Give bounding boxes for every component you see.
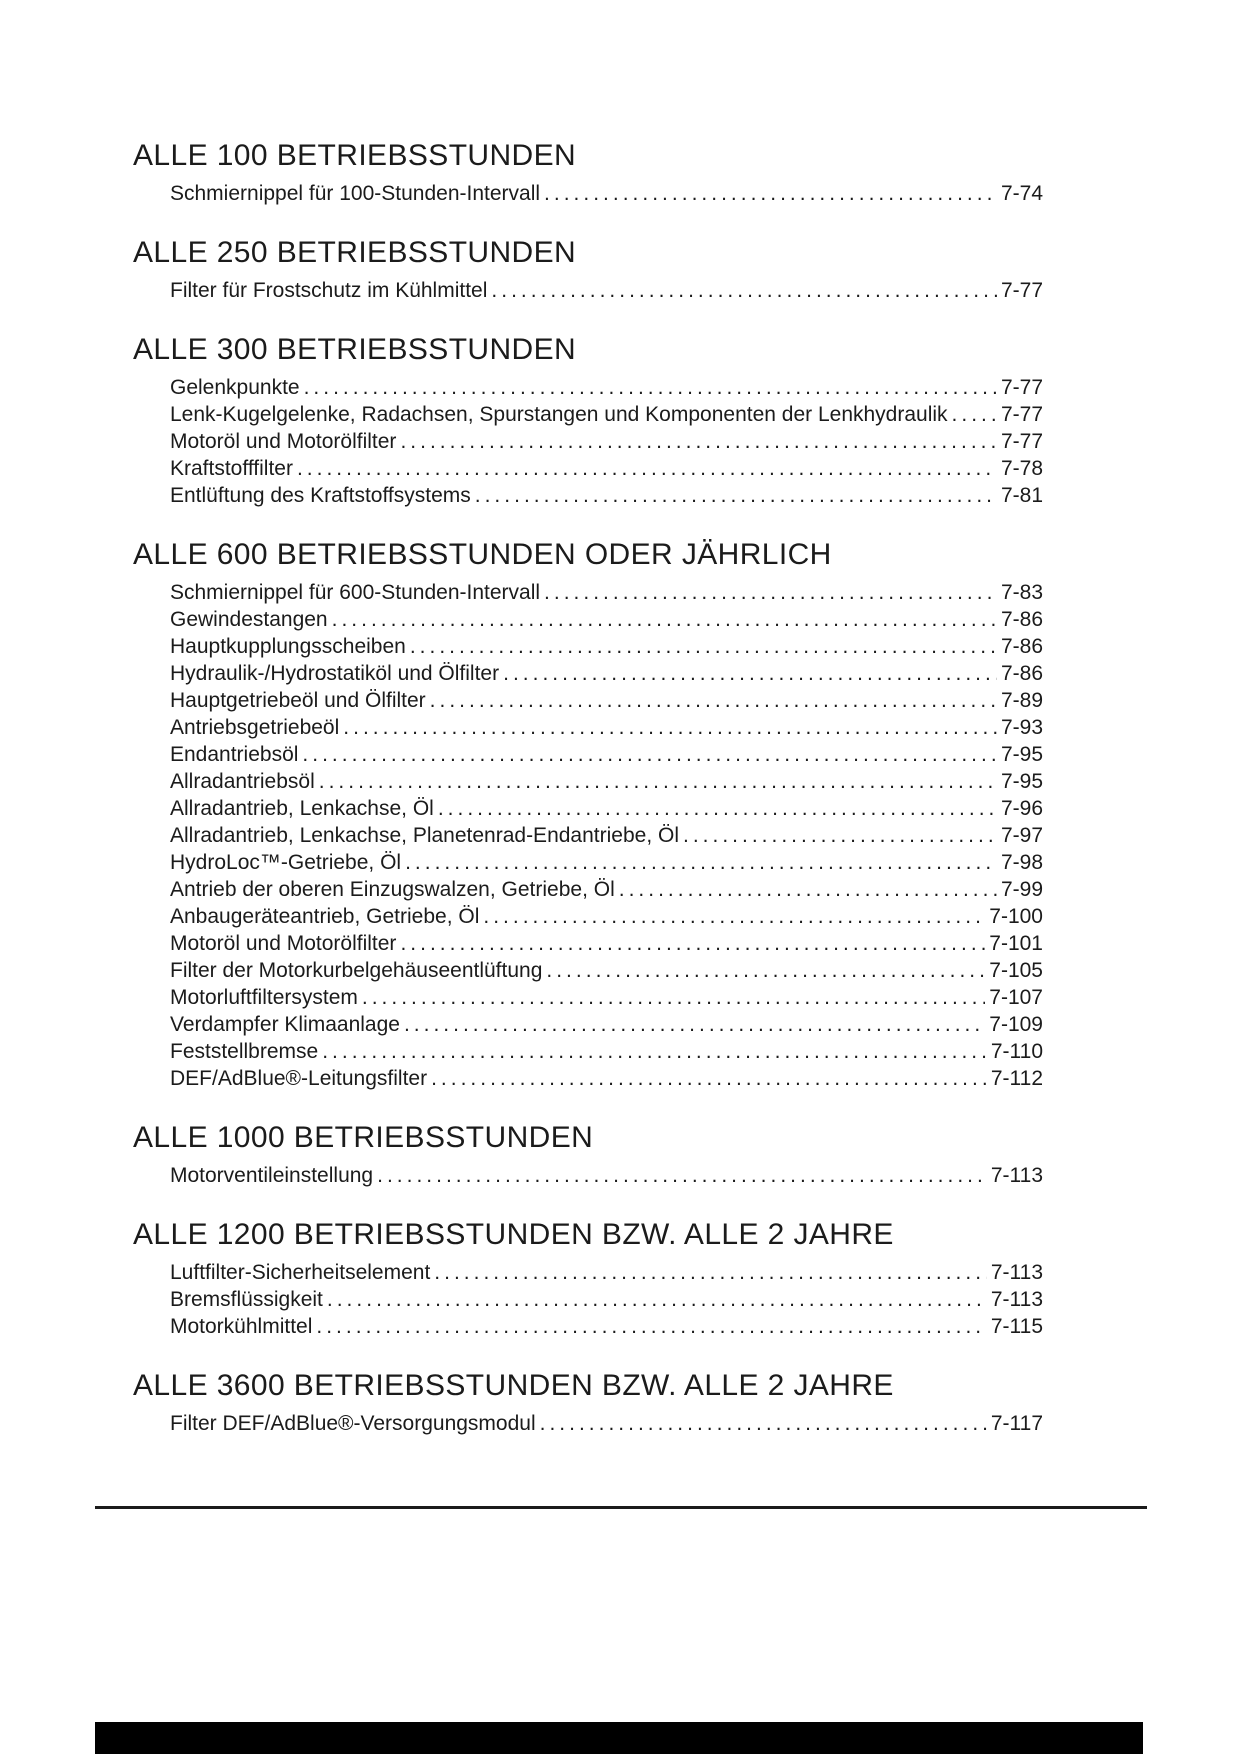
toc-entry-title: Gewindestangen (170, 608, 328, 631)
dot-leader (952, 401, 997, 428)
dot-leader (438, 795, 997, 822)
section-heading: ALLE 250 BETRIEBSSTUNDEN (133, 236, 577, 269)
dot-leader (319, 768, 997, 795)
table-of-contents (133, 140, 1043, 1437)
toc-entry-title: Filter für Frostschutz im Kühlmittel (170, 279, 488, 302)
dot-leader (410, 633, 997, 660)
toc-entry-title: Filter DEF/AdBlue®-Versorgungsmodul (170, 1412, 536, 1435)
page-edge-bar (95, 1722, 1143, 1754)
section-entries (170, 277, 1043, 304)
dot-leader (434, 1259, 987, 1286)
toc-entry (170, 714, 1043, 741)
toc-entry (170, 1162, 1043, 1189)
dot-leader (322, 1038, 987, 1065)
toc-entry (170, 1410, 1043, 1437)
toc-entry-title: Endantriebsöl (170, 743, 299, 766)
toc-entry-page: 7-113 (990, 1288, 1043, 1311)
dot-leader (431, 1065, 987, 1092)
section-entries (170, 1410, 1043, 1437)
toc-entry-title: Anbaugeräteantrieb, Getriebe, Öl (170, 905, 480, 928)
toc-entry-page: 7-96 (1000, 797, 1043, 820)
toc-entry (170, 1313, 1043, 1340)
toc-entry-title: Allradantrieb, Lenkachse, Öl (170, 797, 434, 820)
dot-leader (683, 822, 997, 849)
toc-entry (170, 428, 1043, 455)
toc-entry-page: 7-89 (1000, 689, 1043, 712)
dot-leader (540, 1410, 987, 1437)
section-heading: ALLE 600 BETRIEBSSTUNDEN ODER JÄHRLICH (133, 538, 832, 571)
dot-leader (302, 741, 997, 768)
toc-entry-page: 7-99 (1000, 878, 1043, 901)
toc-entry (170, 687, 1043, 714)
dot-leader (475, 482, 997, 509)
toc-entry (170, 633, 1043, 660)
section-heading: ALLE 1000 BETRIEBSSTUNDEN (133, 1121, 594, 1154)
dot-leader (483, 903, 985, 930)
toc-entry (170, 930, 1043, 957)
toc-entry-page: 7-93 (1000, 716, 1043, 739)
toc-entry-title: Filter der Motorkurbelgehäuseentlüftung (170, 959, 543, 982)
toc-entry-page: 7-113 (990, 1261, 1043, 1284)
toc-entry-page: 7-113 (990, 1164, 1043, 1187)
dot-leader (297, 455, 997, 482)
toc-entry-page: 7-110 (990, 1040, 1043, 1063)
toc-entry-page: 7-95 (1000, 743, 1043, 766)
toc-entry-page: 7-86 (1000, 662, 1043, 685)
section-entries (170, 180, 1043, 207)
toc-entry-page: 7-109 (989, 1013, 1043, 1036)
toc-entry-page: 7-95 (1000, 770, 1043, 793)
toc-entry (170, 822, 1043, 849)
toc-entry-page: 7-101 (989, 932, 1043, 955)
toc-entry (170, 1038, 1043, 1065)
toc-entry-title: Hydraulik-/Hydrostatiköl und Ölfilter (170, 662, 500, 685)
dot-leader (619, 876, 997, 903)
toc-entry-title: Motorventileinstellung (170, 1164, 374, 1187)
toc-entry-title: HydroLoc™-Getriebe, Öl (170, 851, 402, 874)
toc-entry-page: 7-117 (990, 1412, 1043, 1435)
section-entries (170, 1162, 1043, 1189)
toc-entry-page: 7-105 (989, 959, 1043, 982)
dot-leader (491, 277, 997, 304)
dot-leader (400, 428, 997, 455)
section-entries (170, 579, 1043, 1092)
toc-entry (170, 482, 1043, 509)
section-heading: ALLE 100 BETRIEBSSTUNDEN (133, 139, 577, 172)
toc-entry-title: Luftfilter-Sicherheitselement (170, 1261, 431, 1284)
toc-entry-page: 7-98 (1000, 851, 1043, 874)
dot-leader (304, 374, 997, 401)
toc-entry-title: Schmiernippel für 100-Stunden-Intervall (170, 182, 541, 205)
toc-entry (170, 455, 1043, 482)
dot-leader (544, 180, 997, 207)
dot-leader (400, 930, 985, 957)
toc-entry-title: Motoröl und Motorölfilter (170, 430, 397, 453)
footer-rule (95, 1506, 1147, 1509)
dot-leader (546, 957, 985, 984)
toc-entry-title: Gelenkpunkte (170, 376, 300, 399)
toc-entry-title: Lenk-Kugelgelenke, Radachsen, Spurstangen und Komponenten der Lenkhydraulik (170, 403, 948, 426)
dot-leader (430, 687, 997, 714)
toc-entry-page: 7-77 (1000, 376, 1043, 399)
toc-entry (170, 277, 1043, 304)
toc-entry-title: Allradantrieb, Lenkachse, Planetenrad-Endantriebe, Öl (170, 824, 679, 847)
toc-entry-page: 7-77 (1000, 403, 1043, 426)
toc-entry-page: 7-77 (1000, 430, 1043, 453)
toc-entry (170, 1286, 1043, 1313)
toc-entry (170, 957, 1043, 984)
toc-entry (170, 660, 1043, 687)
toc-entry-page: 7-74 (1000, 182, 1043, 205)
toc-entry (170, 579, 1043, 606)
dot-leader (316, 1313, 986, 1340)
toc-entry (170, 903, 1043, 930)
toc-entry-page: 7-100 (989, 905, 1043, 928)
toc-entry-title: Verdampfer Klimaanlage (170, 1013, 400, 1036)
toc-entry-title: DEF/AdBlue®-Leitungsfilter (170, 1067, 428, 1090)
toc-entry (170, 876, 1043, 903)
toc-entry (170, 795, 1043, 822)
toc-entry (170, 984, 1043, 1011)
toc-entry (170, 1011, 1043, 1038)
toc-entry-title: Motorkühlmittel (170, 1315, 313, 1338)
toc-entry-title: Entlüftung des Kraftstoffsystems (170, 484, 471, 507)
toc-entry-page: 7-78 (1000, 457, 1043, 480)
toc-entry-page: 7-86 (1000, 635, 1043, 658)
dot-leader (343, 714, 997, 741)
toc-entry (170, 180, 1043, 207)
toc-entry (170, 741, 1043, 768)
dot-leader (503, 660, 997, 687)
toc-entry (170, 1065, 1043, 1092)
toc-entry (170, 849, 1043, 876)
dot-leader (362, 984, 985, 1011)
section-heading: ALLE 1200 BETRIEBSSTUNDEN BZW. ALLE 2 JAHRE (133, 1218, 894, 1251)
toc-entry-title: Kraftstofffilter (170, 457, 293, 480)
toc-entry (170, 768, 1043, 795)
section-entries (170, 1259, 1043, 1340)
dot-leader (377, 1162, 987, 1189)
toc-entry (170, 401, 1043, 428)
toc-entry-title: Motorluftfiltersystem (170, 986, 358, 1009)
toc-entry-title: Feststellbremse (170, 1040, 319, 1063)
toc-entry-title: Hauptkupplungsscheiben (170, 635, 406, 658)
section-heading: ALLE 3600 BETRIEBSSTUNDEN BZW. ALLE 2 JAHRE (133, 1369, 894, 1402)
toc-entry-title: Bremsflüssigkeit (170, 1288, 323, 1311)
dot-leader (327, 1286, 987, 1313)
section-heading: ALLE 300 BETRIEBSSTUNDEN (133, 333, 577, 366)
toc-entry (170, 1259, 1043, 1286)
toc-entry-page: 7-86 (1000, 608, 1043, 631)
toc-entry-page: 7-83 (1000, 581, 1043, 604)
toc-entry-page: 7-107 (989, 986, 1043, 1009)
toc-entry-title: Allradantriebsöl (170, 770, 315, 793)
toc-entry-page: 7-81 (1000, 484, 1043, 507)
toc-entry-title: Motoröl und Motorölfilter (170, 932, 397, 955)
toc-entry-title: Antrieb der oberen Einzugswalzen, Getriebe, Öl (170, 878, 615, 901)
toc-entry-title: Antriebsgetriebeöl (170, 716, 340, 739)
dot-leader (404, 1011, 985, 1038)
toc-entry-page: 7-112 (990, 1067, 1043, 1090)
dot-leader (405, 849, 997, 876)
dot-leader (332, 606, 997, 633)
toc-entry (170, 374, 1043, 401)
toc-entry (170, 606, 1043, 633)
section-entries (170, 374, 1043, 509)
dot-leader (544, 579, 997, 606)
toc-entry-page: 7-97 (1000, 824, 1043, 847)
toc-entry-page: 7-77 (1000, 279, 1043, 302)
toc-entry-title: Hauptgetriebeöl und Ölfilter (170, 689, 426, 712)
toc-entry-page: 7-115 (990, 1315, 1043, 1338)
toc-entry-title: Schmiernippel für 600-Stunden-Intervall (170, 581, 541, 604)
